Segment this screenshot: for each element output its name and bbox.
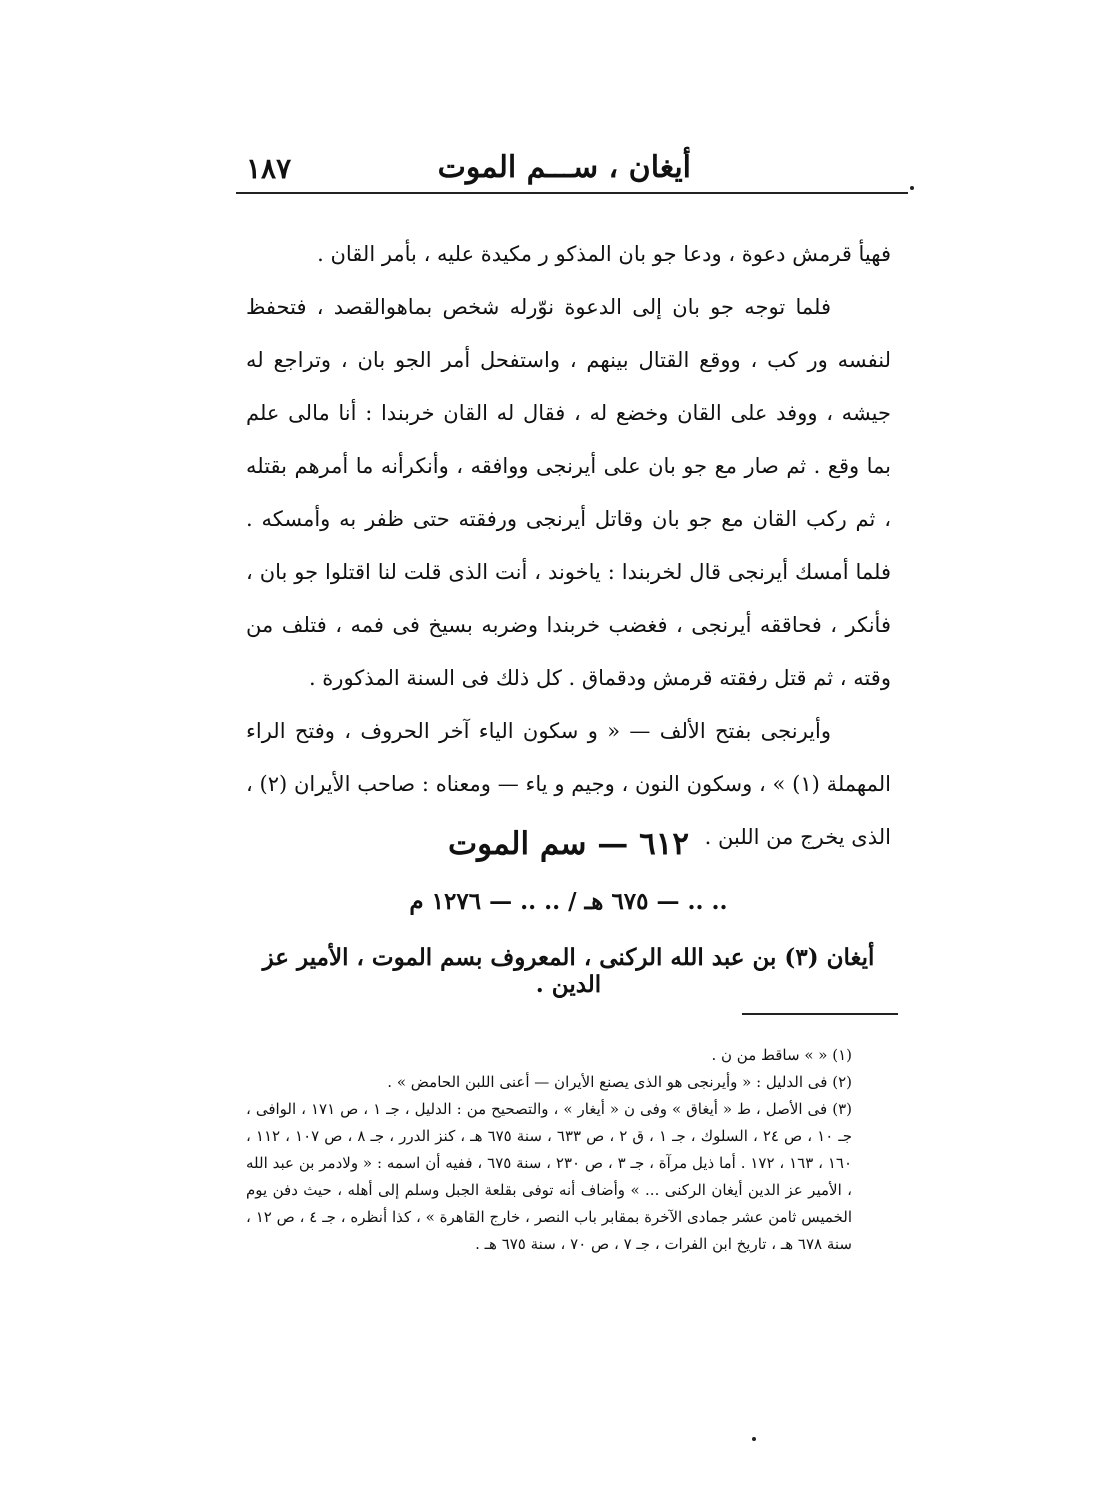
footnotes bbox=[246, 1042, 866, 1258]
footnote: (٢) فى الدليل : « وأيرنجى هو الذى يصنع الأيران — أعنى اللبن الحامض » . bbox=[387, 1073, 852, 1091]
page-header bbox=[236, 146, 896, 188]
footnote: (٣) فى الأصل ، ط « أيغاق » وفى ن « أيغار » ، والتصحيح من : الدليل ، جـ ١ ، ص ١٧١ ، الوافى ، جـ ١٠ ، ص ٢٤ ، السلوك ، جـ ١ ، ق ٢ ، ص ٦٣٣ ، سنة ٦٧٥ هـ ، كنز الدرر ، جـ ٨ ، ص ١٠٧ ، ١١٢ ، ١٦٠ ، ١٦٣ ، ١٧٢ . أما ذيل مرآة ، جـ ٣ ، ص ٢٣٠ ، سنة ٦٧٥ ، ففيه أن اسمه : « ولادمر بن عبد الله ، الأمير عز الدين أيغان الركنى ... » وأضاف أنه توفى بقلعة الجبل وسلم إلى أهله ، حيث دفن يوم الخميس ثامن عشر جمادى الآخرة بمقابر باب النصر ، خارج القاهرة » ، كذا أنظره ، جـ ٤ ، ص ١٢ ، سنة ٦٧٨ هـ ، تاريخ ابن الفرات ، جـ ٧ ، ص ٧٠ ، سنة ٦٧٥ هـ . bbox=[246, 1100, 853, 1253]
paragraph: فلما توجه جو بان إلى الدعوة نوّرله شخص بماهوالقصد ، فتحفظ لنفسه ور كب ، ووقع القتال بينهم ، واستفحل أمر الجو بان ، وتراجع له جيشه ، ووفد على القان وخضع له ، فقال له القان خربندا : أنا مالى علم بما وقع . ثم صار مع جو بان على أيرنجى ووافقه ، وأنكرأنه ما أمرهم بقتله ، ثم ركب القان مع جو بان وقاتل أيرنجى ورفقته حتى ظفر به وأمسكه . فلما أمسك أيرنجى قال لخربندا : ياخوند ، أنت الذى قلت لنا اقتلوا جو بان ، فأنكر ، فحاققه أيرنجى ، فغضب خربندا وضربه بسيخ فى فمه ، فتلف من وقته ، ثم قتل رفقته قرمش ودقماق . كل ذلك فى السنة المذكورة . bbox=[246, 295, 891, 690]
page-number: ١٨٧ bbox=[246, 152, 292, 185]
page-speck bbox=[910, 186, 914, 190]
running-title: أيغان ، ســـم الموت bbox=[437, 150, 691, 185]
page-speck bbox=[752, 1437, 756, 1441]
entry-heading: ٦١٢ — سم الموت bbox=[447, 826, 690, 862]
footnote-rule bbox=[742, 1013, 898, 1015]
main-text bbox=[246, 228, 891, 864]
footnote: (١) « » ساقط من ن . bbox=[711, 1046, 852, 1064]
paragraph: وأيرنجى بفتح الألف — « و سكون الياء آخر الحروف ، وفتح الراء المهملة (١) » ، وسكون النون ، وجيم و ياء — ومعناه : صاحب الأيران (٢) ، الذى يخرج من اللبن . bbox=[246, 719, 891, 849]
header-rule bbox=[236, 192, 908, 194]
entry-first-line: أيغان (٣) بن عبد الله الركنى ، المعروف بسم الموت ، الأمير عز الدين . bbox=[262, 944, 875, 998]
entry-dates: .. .. — ٦٧٥ هـ / .. .. — ١٢٧٦ م bbox=[409, 888, 728, 915]
paragraph: فهيأ قرمش دعوة ، ودعا جو بان المذكو ر مكيدة عليه ، بأمر القان . bbox=[317, 242, 891, 266]
